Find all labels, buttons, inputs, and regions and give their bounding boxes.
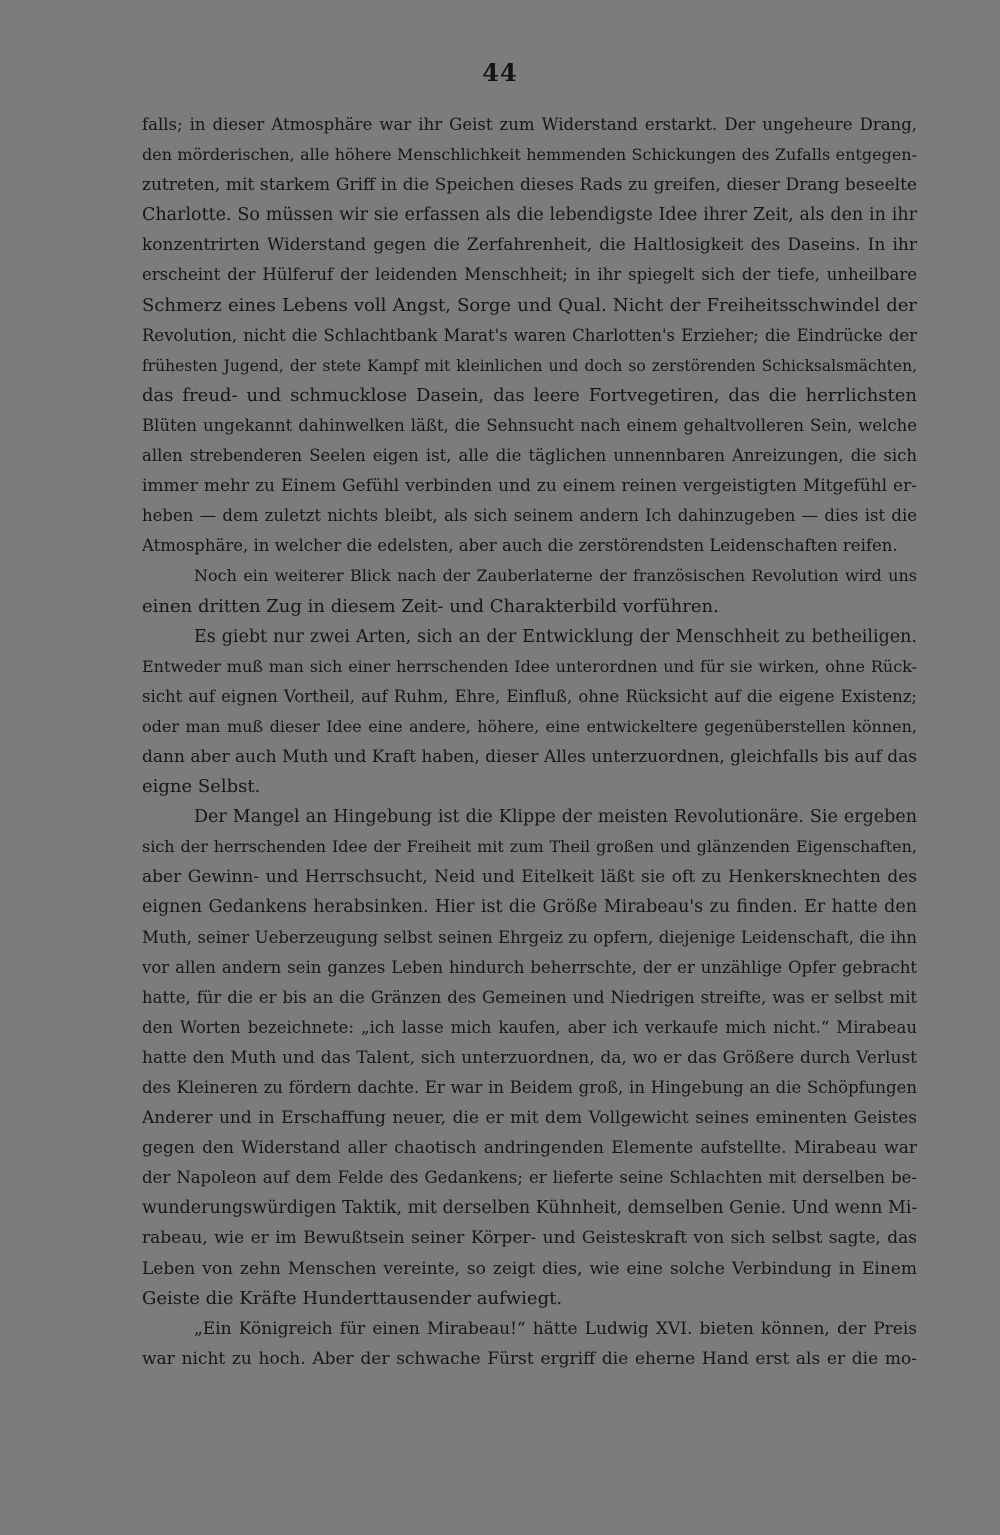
text-line: war nicht zu hoch. Aber der schwache Fürst ergriff die eherne Hand erst als er die mo-	[142, 1348, 917, 1369]
text-line: vor allen andern sein ganzes Leben hindurch beherrschte, der er unzählige Opfer gebracht	[142, 957, 917, 977]
text-line: das freud- und schmucklose Dasein, das leere Fortvegetiren, das die herrlichsten	[142, 384, 917, 406]
text-line: oder man muß dieser Idee eine andere, höhere, eine entwickeltere gegenüberstellen können,	[142, 716, 917, 736]
text-line: konzentrirten Widerstand gegen die Zerfahrenheit, die Haltlosigkeit des Daseins. In ihr	[142, 235, 917, 256]
text-line: Leben von zehn Menschen vereinte, so zeigt dies, wie eine solche Verbindung in Einem	[142, 1258, 917, 1279]
text-line: den Worten bezeichnete: „ich lasse mich kaufen, aber ich verkaufe mich nicht.“ Mirabeau	[142, 1017, 917, 1037]
text-line: rabeau, wie er im Bewußtsein seiner Körper- und Geisteskraft von sich selbst sagte, das	[142, 1228, 917, 1249]
text-line: Es giebt nur zwei Arten, sich an der Entwicklung der Menschheit zu betheiligen.	[194, 626, 917, 647]
text-line: Muth, seiner Ueberzeugung selbst seinen Ehrgeiz zu opfern, diejenige Leidenschaft, die ihn	[142, 927, 917, 947]
text-line: dann aber auch Muth und Kraft haben, dieser Alles unterzuordnen, gleichfalls bis auf das	[142, 746, 917, 767]
text-line: des Kleineren zu fördern dachte. Er war in Beidem groß, in Hingebung an die Schöpfungen	[142, 1078, 917, 1097]
text-line: Noch ein weiterer Blick nach der Zauberlaterne der französischen Revolution wird uns	[194, 566, 917, 586]
text-line: sich der herrschenden Idee der Freiheit mit zum Theil großen und glänzenden Eigenschaften,	[142, 837, 917, 857]
text-line: Der Mangel an Hingebung ist die Klippe der meisten Revolutionäre. Sie ergeben	[194, 807, 917, 828]
text-line: einen dritten Zug in diesem Zeit- und Charakterbild vorführen.	[142, 595, 719, 617]
text-line: gegen den Widerstand aller chaotisch andringenden Elemente aufstellte. Mirabeau war	[142, 1138, 917, 1159]
body-text	[142, 110, 917, 1374]
text-line: „Ein Königreich für einen Mirabeau!“ hätte Ludwig XVI. bieten können, der Preis	[194, 1318, 917, 1339]
text-line: wunderungswürdigen Taktik, mit derselben Kühnheit, demselben Genie. Und wenn Mi-	[142, 1198, 917, 1219]
text-line: Anderer und in Erschaffung neuer, die er mit dem Vollgewicht seines eminenten Geistes	[142, 1108, 917, 1129]
text-line: zutreten, mit starkem Griff in die Speichen dieses Rads zu greifen, dieser Drang beseelte	[142, 175, 917, 196]
text-line: Schmerz eines Lebens voll Angst, Sorge und Qual. Nicht der Freiheitsschwindel der	[142, 294, 917, 316]
text-line: falls; in dieser Atmosphäre war ihr Geist zum Widerstand erstarkt. Der ungeheure Drang,	[142, 115, 917, 134]
text-line: Entweder muß man sich einer herrschenden Idee unterordnen und für sie wirken, ohne Rück-	[142, 656, 917, 676]
text-line: Revolution, nicht die Schlachtbank Marat's waren Charlotten's Erzieher; die Eindrücke der	[142, 325, 917, 345]
text-line: sicht auf eignen Vortheil, auf Ruhm, Ehre, Einfluß, ohne Rücksicht auf die eigene Existenz;	[142, 686, 917, 706]
text-line: aber Gewinn- und Herrschsucht, Neid und Eitelkeit läßt sie oft zu Henkersknechten des	[142, 867, 917, 888]
text-line: eigne Selbst.	[142, 776, 261, 798]
text-line: immer mehr zu Einem Gefühl verbinden und zu einem reinen vergeistigten Mitgefühl er-	[142, 476, 917, 497]
text-line: hatte den Muth und das Talent, sich unterzuordnen, da, wo er das Größere durch Verlust	[142, 1047, 917, 1068]
text-line: hatte, für die er bis an die Gränzen des Gemeinen und Niedrigen streifte, was er selbst mit	[142, 987, 917, 1007]
text-line: Geiste die Kräfte Hunderttausender aufwiegt.	[142, 1287, 563, 1309]
text-line: frühesten Jugend, der stete Kampf mit kleinlichen und doch so zerstörenden Schicksalsmächten,	[142, 356, 917, 375]
text-line: Charlotte. So müssen wir sie erfassen als die lebendigste Idee ihrer Zeit, als den in ihr	[142, 205, 917, 226]
text-line: Atmosphäre, in welcher die edelsten, aber auch die zerstörendsten Leidenschaften reifen.	[142, 536, 898, 556]
page-number: 44	[482, 58, 518, 87]
text-line: erscheint der Hülferuf der leidenden Menschheit; in ihr spiegelt sich der tiefe, unheilbare	[142, 265, 917, 285]
text-line: heben — dem zuletzt nichts bleibt, als sich seinem andern Ich dahinzugeben — dies ist die	[142, 506, 917, 526]
text-line: den mörderischen, alle höhere Menschlichkeit hemmenden Schickungen des Zufalls entgegen-	[142, 145, 917, 165]
text-line: allen strebenderen Seelen eigen ist, alle die täglichen unnennbaren Anreizungen, die sich	[142, 446, 917, 466]
text-line: Blüten ungekannt dahinwelken läßt, die Sehnsucht nach einem gehaltvolleren Sein, welche	[142, 415, 917, 435]
text-line: der Napoleon auf dem Felde des Gedankens; er lieferte seine Schlachten mit derselben be-	[142, 1168, 917, 1188]
text-line: eignen Gedankens herabsinken. Hier ist die Größe Mirabeau's zu finden. Er hatte den	[142, 897, 917, 918]
